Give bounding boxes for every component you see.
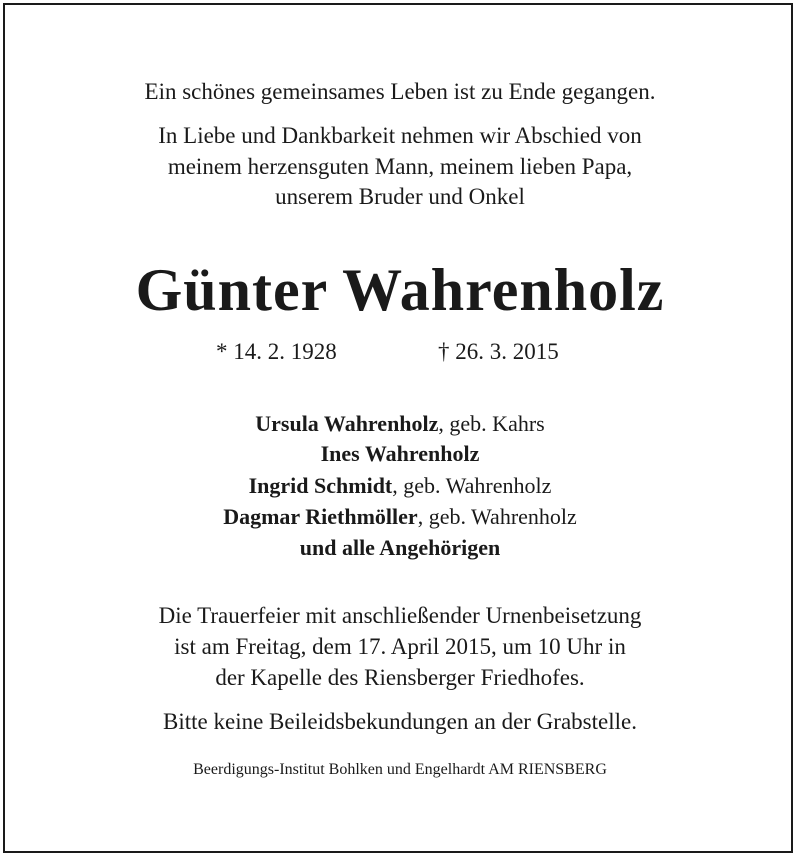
mourner-name: Ines Wahrenholz xyxy=(320,441,480,466)
ceremony-line-3: der Kapelle des Riensberger Friedhofes. xyxy=(215,665,585,690)
life-dates xyxy=(0,338,800,368)
mourner-suffix: , geb. Wahrenholz xyxy=(392,473,552,498)
mourner-name: Dagmar Riethmöller xyxy=(223,504,418,529)
mourner-line xyxy=(0,472,800,500)
mourner-line xyxy=(0,410,800,438)
mourner-name: und alle Angehörigen xyxy=(299,535,501,560)
death-date: † 26. 3. 2015 xyxy=(438,339,559,364)
mourner-suffix: , geb. Kahrs xyxy=(438,411,545,436)
birth-date: * 14. 2. 1928 xyxy=(216,339,337,364)
mourner-suffix: , geb. Wahrenholz xyxy=(417,504,577,529)
mourner-line xyxy=(0,440,800,468)
ceremony-line-4: Bitte keine Beileidsbekundungen an der Grabstelle. xyxy=(163,709,637,734)
intro-line-4: unserem Bruder und Onkel xyxy=(275,184,525,209)
mourner-name: Ingrid Schmidt xyxy=(248,473,393,498)
mourner-name: Ursula Wahrenholz xyxy=(255,411,439,436)
intro-line-3: meinem herzensguten Mann, meinem lieben Papa, xyxy=(167,154,633,179)
ceremony-line-1: Die Trauerfeier mit anschließender Urnenbeisetzung xyxy=(158,603,642,628)
mourner-line xyxy=(0,534,800,562)
deceased-name: Günter Wahrenholz xyxy=(135,257,665,323)
funeral-home: Beerdigungs-Institut Bohlken und Engelhardt AM RIENSBERG xyxy=(193,761,607,778)
ceremony-line-2: ist am Freitag, dem 17. April 2015, um 10 Uhr in xyxy=(174,634,626,659)
intro-line-1: Ein schönes gemeinsames Leben ist zu Ende gegangen. xyxy=(144,79,656,104)
mourner-line xyxy=(0,503,800,531)
intro-line-2: In Liebe und Dankbarkeit nehmen wir Abschied von xyxy=(158,123,642,148)
